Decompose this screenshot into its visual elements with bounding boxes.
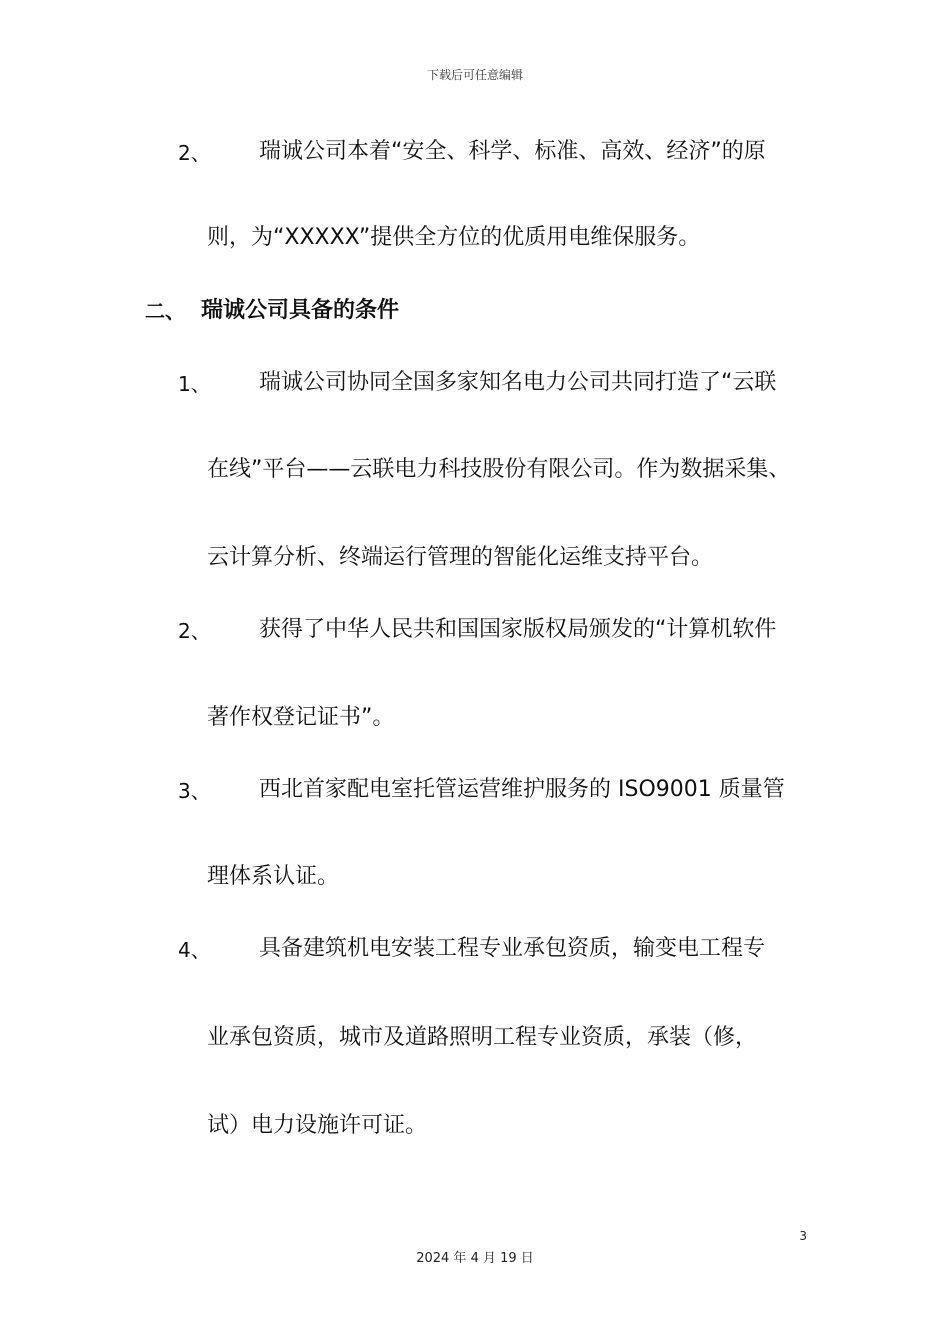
intro-item-number: 2、 — [178, 141, 211, 165]
list-item-4-line-1: 具备建筑机电安装工程专业承包资质，输变电工程专 — [259, 936, 766, 961]
section-number: 二、 — [145, 299, 185, 323]
page-header: 下载后可任意编辑 — [426, 68, 523, 82]
list-item-3-number: 3、 — [178, 779, 211, 803]
section-title: 瑞诚公司具备的条件 — [201, 298, 400, 323]
list-item-4-line-3: 试）电力设施许可证。 — [207, 1113, 428, 1138]
list-item-4-number: 4、 — [178, 938, 211, 962]
list-item-1-number: 1、 — [178, 372, 211, 396]
list-item-2-line-1: 获得了中华人民共和国国家版权局颁发的“计算机软件 — [259, 617, 777, 642]
list-item-1-line-1: 瑞诚公司协同全国多家知名电力公司共同打造了“云联 — [259, 370, 777, 395]
list-item-3-line-1: 西北首家配电室托管运营维护服务的 ISO9001 质量管 — [259, 777, 785, 802]
list-item-2-number: 2、 — [178, 619, 211, 643]
list-item-4-line-2: 业承包资质，城市及道路照明工程专业资质，承装（修， — [207, 1025, 758, 1050]
list-item-2-line-2: 著作权登记证书”。 — [207, 705, 395, 730]
list-item-1-line-3: 云计算分析、终端运行管理的智能化运维支持平台。 — [207, 545, 714, 570]
footer-date: 2024 年 4 月 19 日 — [416, 1251, 534, 1266]
intro-item-line-2: 则，为“XXXXX”提供全方位的优质用电维保服务。 — [207, 225, 701, 250]
intro-item-line-1: 瑞诚公司本着“安全、科学、标准、高效、经济”的原 — [259, 139, 766, 164]
page-number: 3 — [799, 1229, 807, 1243]
list-item-3-line-2: 理体系认证。 — [207, 864, 340, 889]
list-item-1-line-2: 在线”平台——云联电力科技股份有限公司。作为数据采集、 — [207, 457, 791, 482]
